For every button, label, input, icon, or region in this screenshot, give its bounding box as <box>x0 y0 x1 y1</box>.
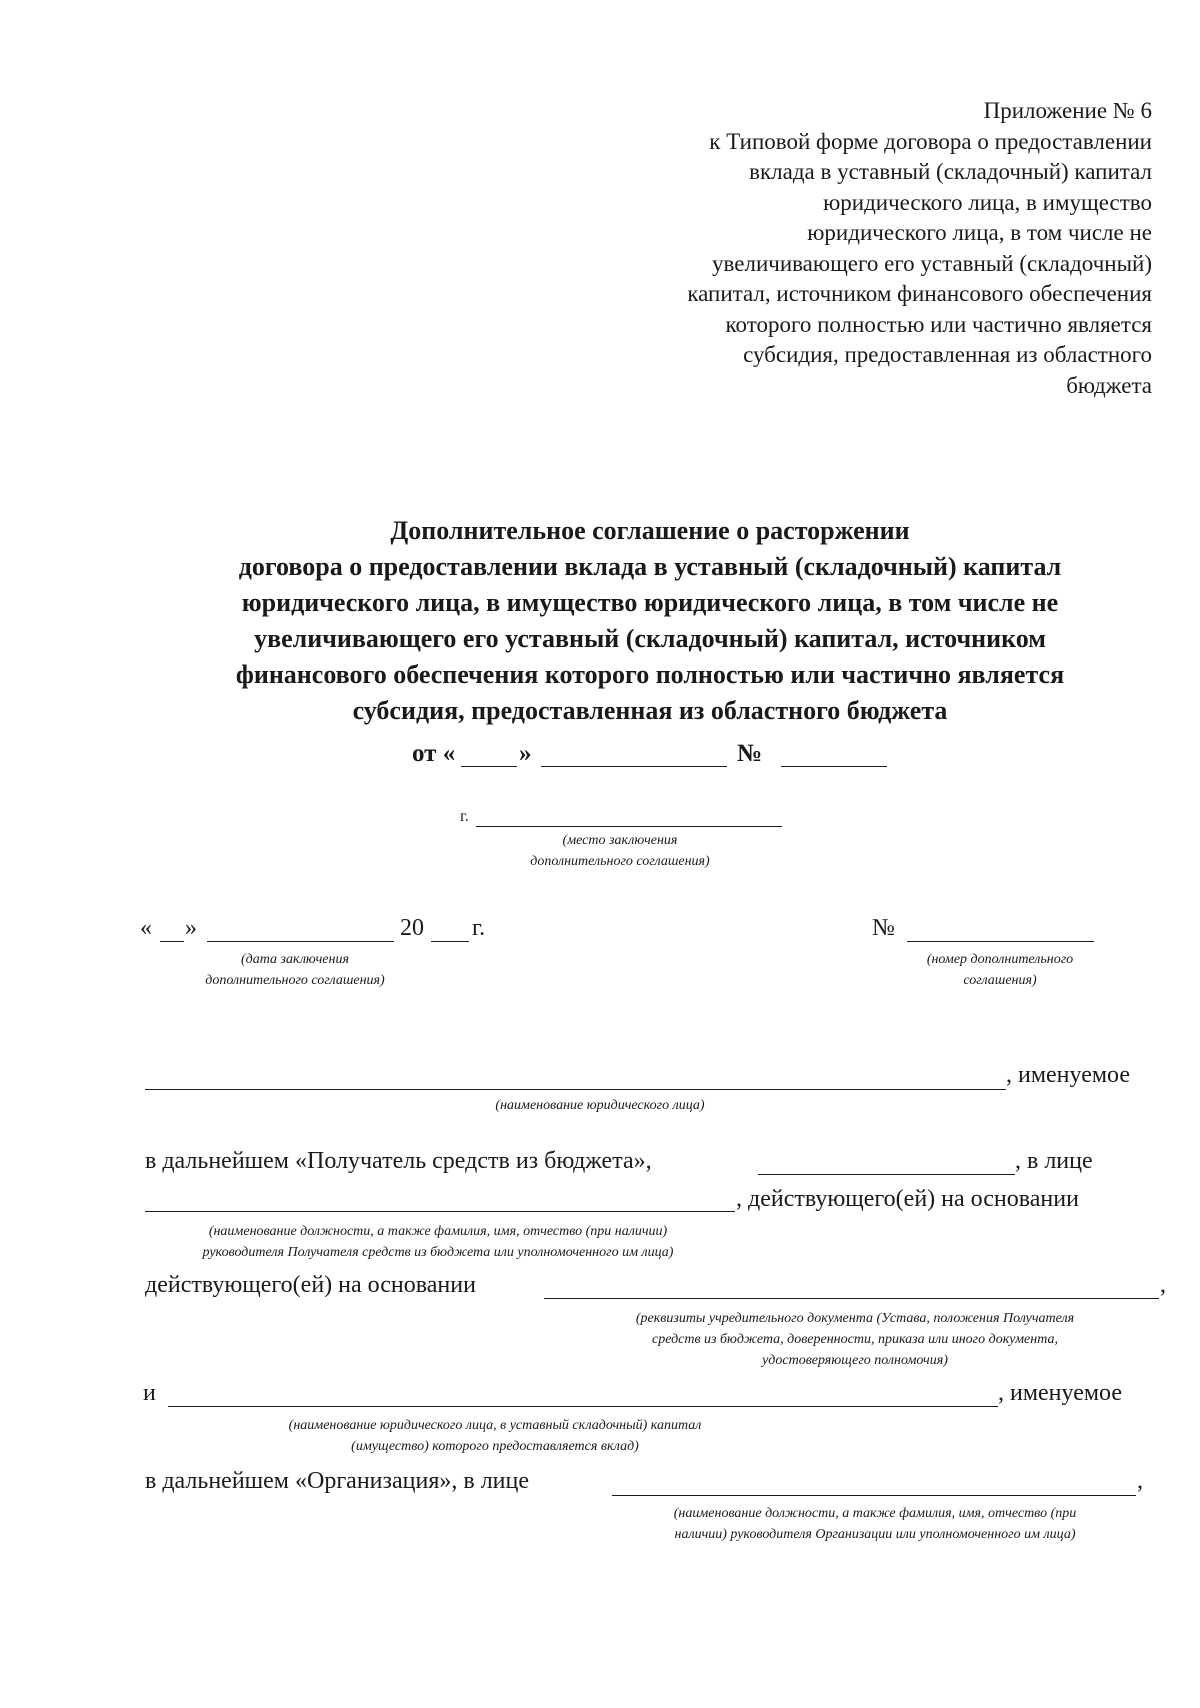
title-number-field[interactable] <box>781 766 887 767</box>
place-prefix: г. <box>460 808 469 825</box>
caption-line: соглашения) <box>963 973 1037 988</box>
entity-name-field[interactable] <box>145 1089 1006 1090</box>
appendix-header <box>452 96 1152 401</box>
title-line: финансового обеспечения которого полностью или частично является <box>235 660 1065 689</box>
caption-line: дополнительного соглашения) <box>205 973 385 988</box>
appendix-line: которого полностью или частично является <box>725 311 1152 337</box>
caption-line: (место заключения <box>562 833 678 848</box>
date-close-quote: » <box>185 915 197 941</box>
appendix-line: бюджета <box>1066 372 1152 398</box>
caption-line: (наименование должности, а также фамилия, имя, отчество (при наличии) <box>208 1224 668 1239</box>
comma-text-2: , <box>1137 1468 1143 1494</box>
date-day-field[interactable] <box>160 941 184 942</box>
caption-line: (номер дополнительного <box>926 952 1074 967</box>
title-line: Дополнительное соглашение о расторжении <box>390 516 910 545</box>
date-month-field[interactable] <box>207 941 394 942</box>
title-line: договора о предоставлении вклада в уставный (складочный) капитал <box>238 552 1062 581</box>
caption-line: наличии) руководителя Организации или уполномоченного им лица) <box>674 1527 1076 1542</box>
head-name-field[interactable] <box>145 1211 735 1212</box>
appendix-line: Приложение № 6 <box>983 98 1152 123</box>
date-year-field[interactable] <box>431 941 469 942</box>
caption-line: (наименование должности, а также фамилия, имя, отчество (при <box>673 1506 1077 1521</box>
org-head-field[interactable] <box>612 1495 1136 1496</box>
title-number-sign: № <box>737 740 763 767</box>
title-line: юридического лица, в имущество юридического лица, в том числе не <box>241 588 1059 617</box>
org-head-caption <box>595 1503 1155 1545</box>
title-day-field[interactable] <box>461 766 517 767</box>
recipient-person-field[interactable] <box>758 1174 1015 1175</box>
place-caption <box>470 830 770 872</box>
basis-document-field[interactable] <box>544 1298 1159 1299</box>
and-text: и <box>143 1380 156 1406</box>
title-date-quote: » <box>519 740 532 767</box>
date-year-prefix: 20 <box>400 915 424 941</box>
org-name-field[interactable] <box>168 1406 998 1407</box>
date-open-quote: « <box>140 915 152 941</box>
recipient-text: в дальнейшем «Получатель средств из бюджета», <box>145 1148 652 1174</box>
title-line: увеличивающего его уставный (складочный) капитал, источником <box>254 624 1046 653</box>
acting-basis-text-2: действующего(ей) на основании <box>145 1272 476 1298</box>
org-caption <box>215 1415 775 1457</box>
date-caption <box>160 949 430 991</box>
title-line: субсидия, предоставленная из областного бюджета <box>352 696 948 725</box>
appendix-line: юридического лица, в имущество <box>823 189 1152 215</box>
title-month-field[interactable] <box>541 766 727 767</box>
title-date-prefix: от « <box>412 740 456 767</box>
document-title <box>120 513 1180 729</box>
docs-caption <box>555 1308 1155 1371</box>
number-caption <box>880 949 1120 991</box>
caption-line: (реквизиты учредительного документа (Устава, положения Получателя <box>635 1311 1075 1326</box>
caption-line: (наименование юридического лица, в уставный складочный) капитал <box>288 1418 702 1433</box>
caption-line: (наименование юридического лица) <box>495 1098 705 1113</box>
named-as-text: , именуемое <box>1006 1062 1130 1088</box>
head-caption <box>128 1221 748 1263</box>
caption-line: руководителя Получателя средств из бюджета или уполномоченного им лица) <box>202 1245 674 1260</box>
caption-line: (имущество) которого предоставляется вклад) <box>351 1439 639 1454</box>
named-as-text-2: , именуемое <box>998 1380 1122 1406</box>
caption-line: (дата заключения <box>241 952 349 967</box>
entity-caption <box>430 1095 770 1116</box>
place-field[interactable] <box>476 826 782 827</box>
agreement-number-sign: № <box>872 915 895 941</box>
acting-basis-text: , действующего(ей) на основании <box>736 1186 1079 1212</box>
appendix-line: субсидия, предоставленная из областного <box>743 342 1152 367</box>
caption-line: средств из бюджета, доверенности, приказа или иного документа, <box>651 1332 1058 1347</box>
in-person-text: , в лице <box>1015 1148 1093 1174</box>
agreement-number-field[interactable] <box>907 941 1094 942</box>
caption-line: удостоверяющего полномочия) <box>762 1353 948 1368</box>
org-text: в дальнейшем «Организация», в лице <box>145 1468 530 1494</box>
caption-line: дополнительного соглашения) <box>530 854 710 869</box>
appendix-line: капитал, источником финансового обеспечения <box>687 281 1152 306</box>
comma-text: , <box>1160 1272 1166 1298</box>
appendix-line: к Типовой форме договора о предоставлении <box>709 128 1152 154</box>
appendix-line: увеличивающего его уставный (складочный) <box>712 250 1152 276</box>
appendix-line: вклада в уставный (складочный) капитал <box>749 159 1152 184</box>
appendix-line: юридического лица, в том числе не <box>807 220 1152 245</box>
date-year-suffix: г. <box>472 915 486 941</box>
